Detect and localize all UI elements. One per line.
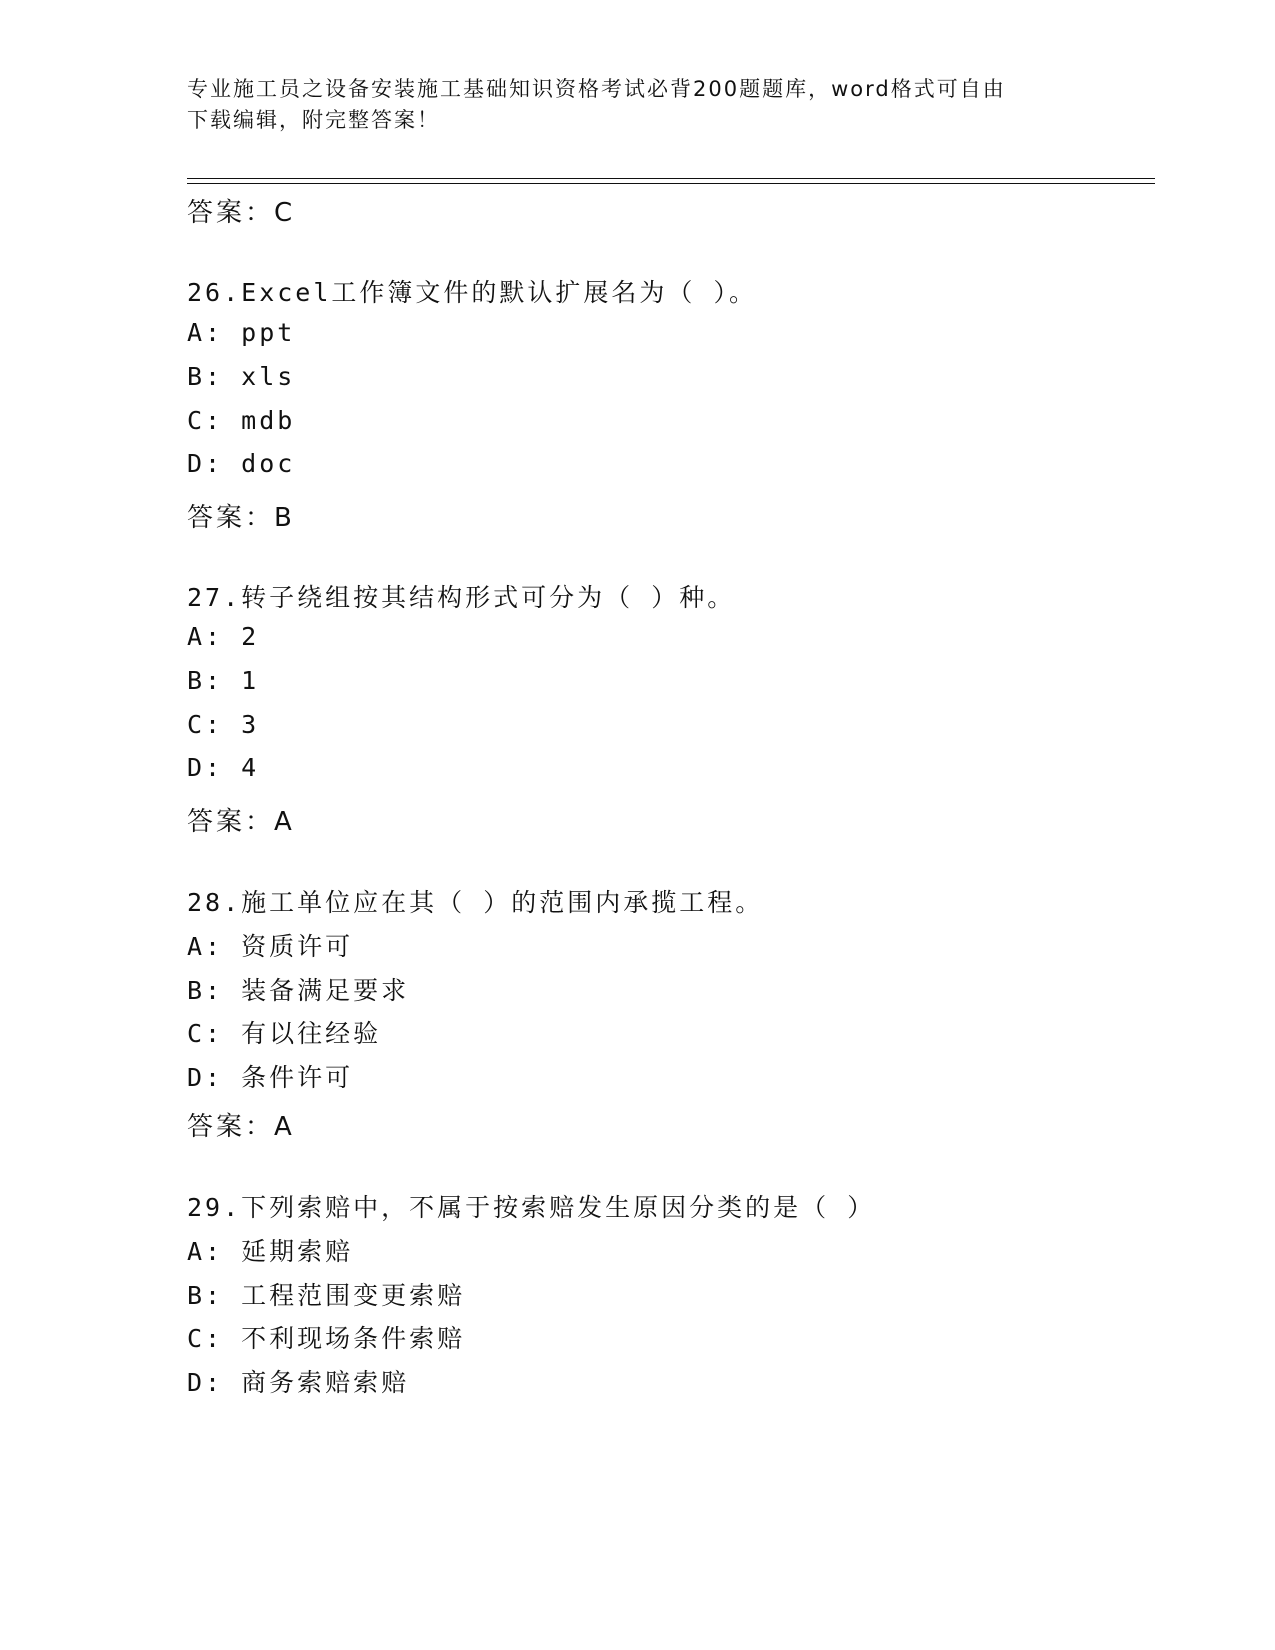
option-b: B: 1 xyxy=(187,666,260,695)
question-stem: 28.施工单位应在其（ ）的范围内承揽工程。 xyxy=(187,888,764,917)
document-header xyxy=(187,74,1087,136)
option-b: B: xls xyxy=(187,362,296,391)
option-c: C: 不利现场条件索赔 xyxy=(187,1324,466,1353)
option-d: D: 条件许可 xyxy=(187,1063,354,1092)
option-d: D: doc xyxy=(187,449,296,478)
header-divider-top xyxy=(187,178,1155,179)
answer: 答案：B xyxy=(187,503,295,533)
option-a: A: 延期索赔 xyxy=(187,1237,354,1266)
option-b: B: 装备满足要求 xyxy=(187,976,410,1005)
question-stem: 29.下列索赔中，不属于按索赔发生原因分类的是（ ） xyxy=(187,1193,876,1222)
header-line-2: 下载编辑，附完整答案！ xyxy=(187,108,440,132)
header-line-1: 专业施工员之设备安装施工基础知识资格考试必背200题题库，word格式可自由 xyxy=(187,77,1006,101)
option-a: A: ppt xyxy=(187,318,296,347)
question-stem: 26.Excel工作簿文件的默认扩展名为（ ）。 xyxy=(187,278,757,307)
option-c: C: mdb xyxy=(187,406,296,435)
option-d: D: 商务索赔索赔 xyxy=(187,1368,410,1397)
option-b: B: 工程范围变更索赔 xyxy=(187,1281,466,1310)
option-a: A: 2 xyxy=(187,622,260,651)
option-c: C: 有以往经验 xyxy=(187,1019,382,1048)
answer: 答案：A xyxy=(187,807,295,837)
question-stem: 27.转子绕组按其结构形式可分为（ ）种。 xyxy=(187,583,736,612)
option-d: D: 4 xyxy=(187,753,260,782)
option-c: C: 3 xyxy=(187,710,260,739)
header-divider-bottom xyxy=(187,183,1155,184)
answer: 答案：A xyxy=(187,1112,295,1142)
previous-answer: 答案：C xyxy=(187,198,296,228)
option-a: A: 资质许可 xyxy=(187,932,354,961)
